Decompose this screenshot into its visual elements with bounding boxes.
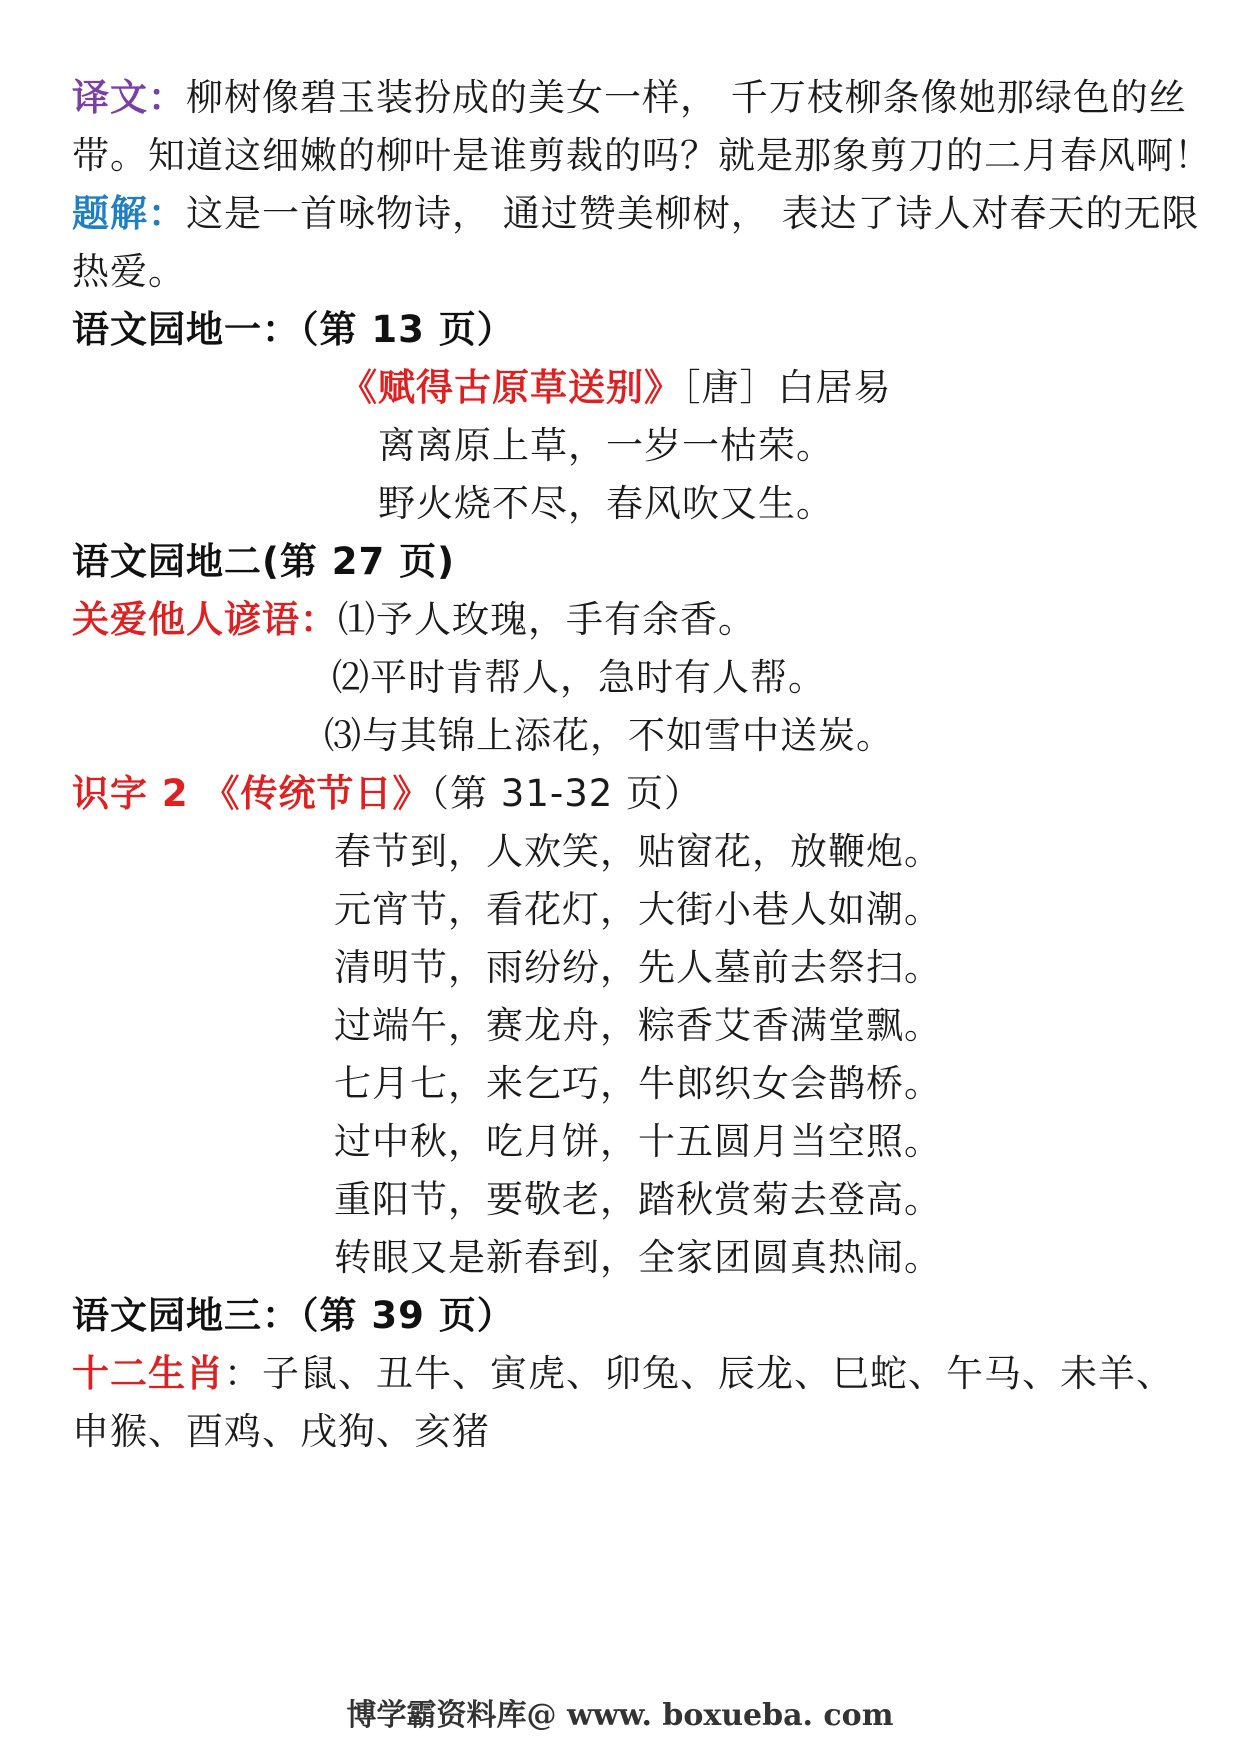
zodiac-text-1: 子鼠、丑牛、寅虎、卯兔、辰龙、巳蛇、午马、未羊、 <box>262 1352 1174 1395</box>
festival-line-6: 过中秋，吃月饼，十五圆月当空照。 <box>334 1120 942 1163</box>
zodiac-line-2: 申猴、酉鸡、戌狗、亥猪 <box>72 1410 490 1453</box>
translation-line-2: 带。知道这细嫩的柳叶是谁剪裁的吗？就是那象剪刀的二月春风啊！ <box>72 134 1212 177</box>
literacy2-heading <box>72 770 702 818</box>
translation-text-1: 柳树像碧玉装扮成的美女一样， 千万枝柳条像她那绿色的丝 <box>186 76 1187 119</box>
poem-author: ［唐］白居易 <box>682 366 892 409</box>
proverbs-label: 关爱他人谚语： <box>72 598 338 641</box>
watermark: 博学霸资料库@ www. boxueba. com <box>346 1698 894 1733</box>
poem-title-line <box>340 364 892 412</box>
garden3-heading: 语文园地三：（第 39 页） <box>72 1294 515 1337</box>
proverbs-line-1 <box>72 596 756 644</box>
poem-line-1: 离离原上草，一岁一枯荣。 <box>378 424 834 467</box>
poem-title: 《赋得古原草送别》 <box>340 366 682 409</box>
festival-line-8: 转眼又是新春到，全家团圆真热闹。 <box>334 1236 942 1279</box>
festival-line-5: 七月七，来乞巧，牛郎织女会鹊桥。 <box>334 1062 942 1105</box>
garden1-heading: 语文园地一：（第 13 页） <box>72 308 515 351</box>
garden2-heading: 语文园地二(第 27 页) <box>72 540 456 583</box>
translation-label: 译文： <box>72 76 186 119</box>
explanation-line-1 <box>72 190 1200 238</box>
zodiac-colon: ： <box>224 1352 262 1395</box>
festival-line-2: 元宵节，看花灯，大街小巷人如潮。 <box>334 888 942 931</box>
literacy2-label: 识字 2 《传统节日》 <box>72 772 431 815</box>
poem-line-2: 野火烧不尽，春风吹又生。 <box>378 482 834 525</box>
translation-line-1 <box>72 74 1187 122</box>
festival-line-1: 春节到，人欢笑，贴窗花，放鞭炮。 <box>334 830 942 873</box>
zodiac-line-1 <box>72 1350 1174 1398</box>
explanation-text-1: 这是一首咏物诗， 通过赞美柳树， 表达了诗人对春天的无限 <box>186 192 1200 235</box>
zodiac-label: 十二生肖 <box>72 1352 224 1395</box>
explanation-line-2: 热爱。 <box>72 250 186 293</box>
proverb-1: ⑴予人玫瑰，手有余香。 <box>338 598 756 641</box>
festival-line-7: 重阳节，要敬老，踏秋赏菊去登高。 <box>334 1178 942 1221</box>
literacy2-pages: （第 31-32 页） <box>430 772 703 815</box>
explanation-label: 题解： <box>72 192 186 235</box>
festival-line-4: 过端午，赛龙舟，粽香艾香满堂飘。 <box>334 1004 942 1047</box>
proverb-3: ⑶与其锦上添花，不如雪中送炭。 <box>324 714 894 757</box>
festival-line-3: 清明节，雨纷纷，先人墓前去祭扫。 <box>334 946 942 989</box>
proverb-2: ⑵平时肯帮人，急时有人帮。 <box>332 656 826 699</box>
